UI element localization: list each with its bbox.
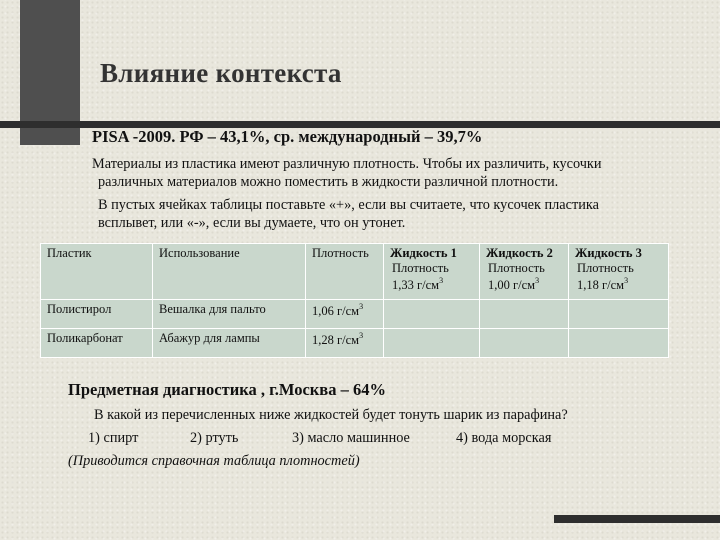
reference-table-note: (Приводится справочная таблица плотностей) xyxy=(68,453,360,469)
cell-answer-liquid-2[interactable] xyxy=(480,300,569,329)
paragraph-line-4: всплывет, или «-», если вы думаете, что он утонет. xyxy=(98,215,406,231)
liquid-3-density: 1,18 $г/см^3$ xyxy=(577,276,629,292)
liquid-2-label: Плотность xyxy=(488,261,545,275)
answer-option-4: 4) вода морская xyxy=(456,430,552,446)
cell-answer-liquid-1[interactable] xyxy=(384,329,480,358)
table-row xyxy=(41,329,669,358)
header-liquid-1 xyxy=(384,244,480,300)
liquid-2-density: 1,00 $г/см^3$ xyxy=(488,276,540,292)
table-header-row xyxy=(41,244,669,300)
density-table xyxy=(40,243,669,358)
slide-title: Влияние контекста xyxy=(100,58,342,88)
header-density: Плотность xyxy=(306,244,384,300)
table-row xyxy=(41,300,669,329)
cell-answer-liquid-3[interactable] xyxy=(569,329,669,358)
cell-density: 1,28 $г/см^3$ xyxy=(306,329,384,358)
paragraph-line-2: различных материалов можно поместить в жидкости различной плотности. xyxy=(98,174,559,190)
subject-diagnostics-title: Предметная диагностика , г.Москва – 64% xyxy=(68,380,386,399)
header-liquid-2 xyxy=(480,244,569,300)
cell-density: 1,06 $г/см^3$ xyxy=(306,300,384,329)
liquid-3-name: Жидкость 3 xyxy=(575,246,642,260)
liquid-1-density: 1,33 $г/см^3$ xyxy=(392,276,444,292)
liquid-1-name: Жидкость 1 xyxy=(390,246,457,260)
cell-usage: Абажур для лампы xyxy=(153,329,306,358)
cell-plastic: Полистирол xyxy=(41,300,153,329)
paraffin-question: В какой из перечисленных ниже жидкостей будет тонуть шарик из парафина? xyxy=(94,407,568,423)
header-usage: Использование xyxy=(153,244,306,300)
header-plastic: Пластик xyxy=(41,244,153,300)
paragraph-line-3: В пустых ячейках таблицы поставьте «+», если вы считаете, что кусочек пластика xyxy=(98,197,599,213)
cell-answer-liquid-3[interactable] xyxy=(569,300,669,329)
answer-option-1: 1) спирт xyxy=(88,430,139,446)
answer-option-2: 2) ртуть xyxy=(190,430,239,446)
paragraph-line-1: Материалы из пластика имеют различную плотность. Чтобы их различить, кусочки xyxy=(92,156,602,172)
liquid-1-label: Плотность xyxy=(392,261,449,275)
pisa-result-subtitle: PISA -2009. РФ – 43,1%, ср. международный – 39,7% xyxy=(92,127,483,146)
decorative-bottom-bar xyxy=(554,515,720,523)
cell-answer-liquid-1[interactable] xyxy=(384,300,480,329)
answer-option-3: 3) масло машинное xyxy=(292,430,410,446)
cell-usage: Вешалка для пальто xyxy=(153,300,306,329)
cell-answer-liquid-2[interactable] xyxy=(480,329,569,358)
header-liquid-3 xyxy=(569,244,669,300)
liquid-3-label: Плотность xyxy=(577,261,634,275)
cell-plastic: Поликарбонат xyxy=(41,329,153,358)
liquid-2-name: Жидкость 2 xyxy=(486,246,553,260)
